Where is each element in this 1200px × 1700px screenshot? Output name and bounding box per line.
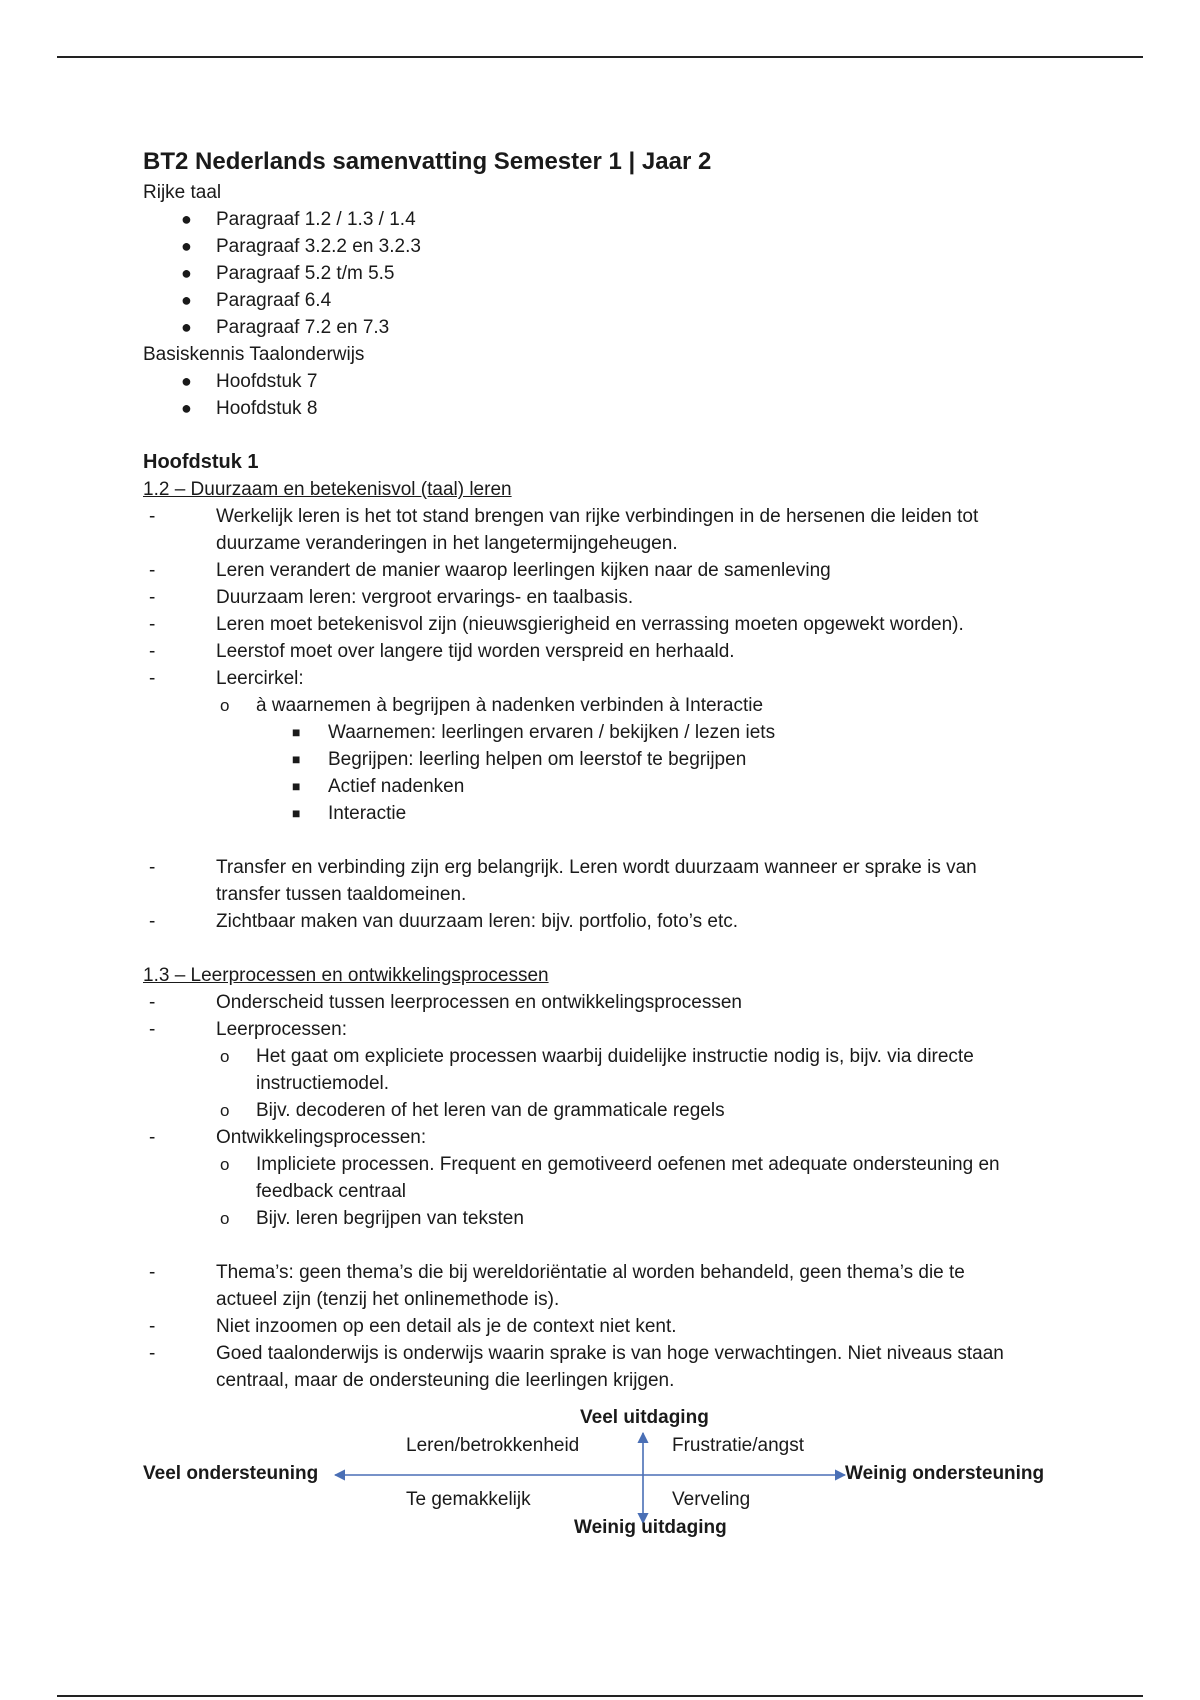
chapter-heading: Hoofdstuk 1 [143,451,259,473]
square-bullet-icon: ■ [292,778,301,794]
section-heading: 1.3 – Leerprocessen en ontwikkelingsprocessen [143,965,549,986]
list-item: o à waarnemen à begrijpen à nadenken verbinden à Interactie [143,692,1083,719]
circle-bullet-icon: o [220,1047,230,1066]
quadrant-bottom-left: Te gemakkelijk [406,1489,531,1510]
bullet-icon: ● [181,317,192,337]
axis-label-left: Veel ondersteuning [143,1463,319,1484]
source-label: Basiskennis Taalonderwijs [143,344,365,365]
list-item: ● Paragraaf 6.4 [143,287,1083,314]
bullet-icon: ● [181,290,192,310]
list-item: ● Paragraaf 1.2 / 1.3 / 1.4 [143,206,1083,233]
list-item: ■ Waarnemen: leerlingen ervaren / bekijken / lezen iets [143,719,1083,746]
dash-icon: - [149,911,156,932]
square-bullet-icon: ■ [292,751,301,767]
dash-icon: - [149,992,156,1013]
header-rule [57,56,1143,58]
list-item: - Leren verandert de manier waarop leerlingen kijken naar de samenleving [143,557,1083,584]
list-item: - Niet inzoomen op een detail als je de context niet kent. [143,1313,1083,1340]
list-item: - Goed taalonderwijs is onderwijs waarin sprake is van hoge verwachtingen. Niet niveaus staan [143,1340,1083,1367]
bullet-icon: ● [181,263,192,283]
list-item: - Ontwikkelingsprocessen: [143,1124,1083,1151]
list-item: - Leercirkel: [143,665,1083,692]
bullet-icon: ● [181,209,192,229]
dash-icon: - [149,1316,156,1337]
dash-icon: - [149,560,156,581]
axis-label-bottom: Weinig uitdaging [574,1517,727,1538]
dash-icon: - [149,668,156,689]
list-item: o Bijv. decoderen of het leren van de grammaticale regels [143,1097,1083,1124]
square-bullet-icon: ■ [292,805,301,821]
list-item-continued: transfer tussen taaldomeinen. [216,884,467,905]
dash-icon: - [149,1019,156,1040]
source-label: Rijke taal [143,182,222,203]
dash-icon: - [149,1262,156,1283]
list-item-continued: centraal, maar de ondersteuning die leerlingen krijgen. [216,1370,675,1391]
dash-icon: - [149,641,156,662]
list-item: ● Paragraaf 5.2 t/m 5.5 [143,260,1083,287]
list-item: o Impliciete processen. Frequent en gemotiveerd oefenen met adequate ondersteuning en [143,1151,1083,1178]
list-item: - Leerstof moet over langere tijd worden verspreid en herhaald. [143,638,1083,665]
list-item: - Leerprocessen: [143,1016,1083,1043]
page-title: BT2 Nederlands samenvatting Semester 1 | Jaar 2 [143,148,712,175]
list-item: ● Paragraaf 3.2.2 en 3.2.3 [143,233,1083,260]
list-item: ■ Begrijpen: leerling helpen om leerstof te begrijpen [143,746,1083,773]
list-item: - Thema’s: geen thema’s die bij wereldoriëntatie al worden behandeld, geen thema’s die te [143,1259,1083,1286]
axis-label-right: Weinig ondersteuning [845,1463,1045,1484]
dash-icon: - [149,587,156,608]
support-challenge-diagram [0,1405,1200,1555]
list-item-continued: instructiemodel. [256,1073,390,1094]
list-item: - Zichtbaar maken van duurzaam leren: bijv. portfolio, foto’s etc. [143,908,1083,935]
list-item: - Duurzaam leren: vergroot ervarings- en taalbasis. [143,584,1083,611]
list-item: o Bijv. leren begrijpen van teksten [143,1205,1083,1232]
list-item: - Onderscheid tussen leerprocessen en ontwikkelingsprocessen [143,989,1083,1016]
list-item: o Het gaat om expliciete processen waarbij duidelijke instructie nodig is, bijv. via directe [143,1043,1083,1070]
bullet-icon: ● [181,236,192,256]
quadrant-top-left: Leren/betrokkenheid [406,1435,580,1456]
circle-bullet-icon: o [220,1101,230,1120]
quadrant-bottom-right: Verveling [672,1489,751,1510]
list-item: ● Hoofdstuk 7 [143,368,1083,395]
bullet-icon: ● [181,398,192,418]
list-item: ● Hoofdstuk 8 [143,395,1083,422]
section-heading: 1.2 – Duurzaam en betekenisvol (taal) leren [143,479,512,500]
dash-icon: - [149,1127,156,1148]
document-body [143,145,1083,1394]
circle-bullet-icon: o [220,1209,230,1228]
axis-label-top: Veel uitdaging [580,1407,709,1428]
circle-bullet-icon: o [220,1155,230,1174]
list-item: ● Paragraaf 7.2 en 7.3 [143,314,1083,341]
circle-bullet-icon: o [220,696,230,715]
dash-icon: - [149,506,156,527]
dash-icon: - [149,614,156,635]
list-item: - Werkelijk leren is het tot stand brengen van rijke verbindingen in de hersenen die leiden tot [143,503,1083,530]
list-item: - Leren moet betekenisvol zijn (nieuwsgierigheid en verrassing moeten opgewekt worden). [143,611,1083,638]
dash-icon: - [149,857,156,878]
list-item-continued: duurzame veranderingen in het langetermijngeheugen. [216,533,678,554]
quadrant-top-right: Frustratie/angst [672,1435,804,1456]
list-item: ■ Interactie [143,800,1083,827]
list-item: - Transfer en verbinding zijn erg belangrijk. Leren wordt duurzaam wanneer er sprake is van [143,854,1083,881]
list-item: ■ Actief nadenken [143,773,1083,800]
list-item-continued: actueel zijn (tenzij het onlinemethode is). [216,1289,560,1310]
square-bullet-icon: ■ [292,724,301,740]
bullet-icon: ● [181,371,192,391]
footer-rule [57,1695,1143,1697]
list-item-continued: feedback centraal [256,1181,406,1202]
dash-icon: - [149,1343,156,1364]
